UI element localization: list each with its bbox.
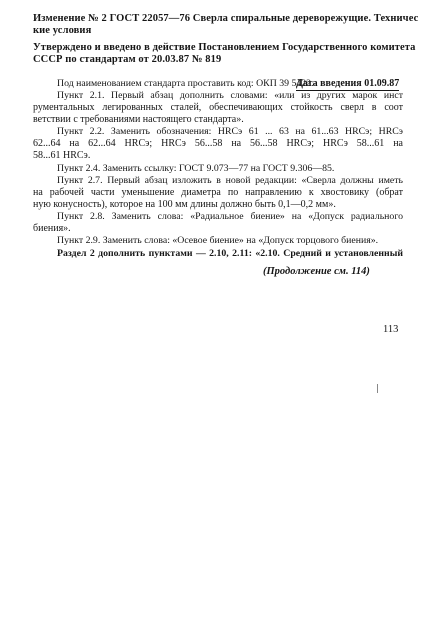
- item-2-7-line-2: на рабочей части уменьшение диаметра по направлению к хвостовику (обрат: [33, 187, 403, 198]
- item-2-7-line-1: Пункт 2.7. Первый абзац изложить в новой редакции: «Сверла должны иметь: [57, 175, 403, 186]
- continuation-note: (Продолжение см. 114): [263, 266, 370, 277]
- item-2-1-line-1: Пункт 2.1. Первый абзац дополнить словами: «или из других марок инст: [57, 90, 403, 101]
- item-2-1-line-3: ветствии с требованиями настоящего стандарта».: [33, 114, 244, 125]
- item-2-8-line-2: биения».: [33, 223, 71, 234]
- section-2-line: Раздел 2 дополнить пунктами — 2.10, 2.11: «2.10. Средний и установленный: [57, 248, 403, 259]
- okp-code-line: Под наименованием стандарта проставить код: ОКП 39 5422.: [57, 78, 314, 89]
- item-2-2-line-1: Пункт 2.2. Заменить обозначения: HRCэ 61 ... 63 на 61...63 HRCэ; HRCэ: [57, 126, 403, 137]
- item-2-2-line-3: 58...61 HRCэ.: [33, 150, 91, 161]
- item-2-2-line-2: 62...64 на 62...64 HRCэ; HRCэ 56...58 на 56...58 HRCэ; HRCэ 58...61 на: [33, 138, 403, 149]
- item-2-1-line-2: рументальных легированных сталей, обеспечивающих стойкость сверл в соот: [33, 102, 403, 113]
- item-2-9-line: Пункт 2.9. Заменить слова: «Осевое биение» на «Допуск торцового биения».: [57, 235, 379, 246]
- item-2-7-line-3: ную конусность), которое на 100 мм длины должно быть 0,1—0,2 мм».: [33, 199, 336, 210]
- effective-date: Дата введения 01.09.87: [296, 78, 400, 89]
- approval-line-1: Утверждено и введено в действие Постановлением Государственного комитета: [33, 42, 416, 53]
- page-number: 113: [383, 324, 399, 335]
- amendment-title-line-1: Изменение № 2 ГОСТ 22057—76 Сверла спиральные дереворежущие. Техничес: [33, 13, 419, 24]
- item-2-8-line-1: Пункт 2.8. Заменить слова: «Радиальное биение» на «Допуск радиального: [57, 211, 403, 222]
- scan-mark: [377, 384, 378, 393]
- approval-line-2: СССР по стандартам от 20.03.87 № 819: [33, 54, 222, 65]
- item-2-4-line: Пункт 2.4. Заменить ссылку: ГОСТ 9.073—77 на ГОСТ 9.306—85.: [57, 163, 335, 174]
- amendment-title-line-2: кие условия: [33, 25, 92, 36]
